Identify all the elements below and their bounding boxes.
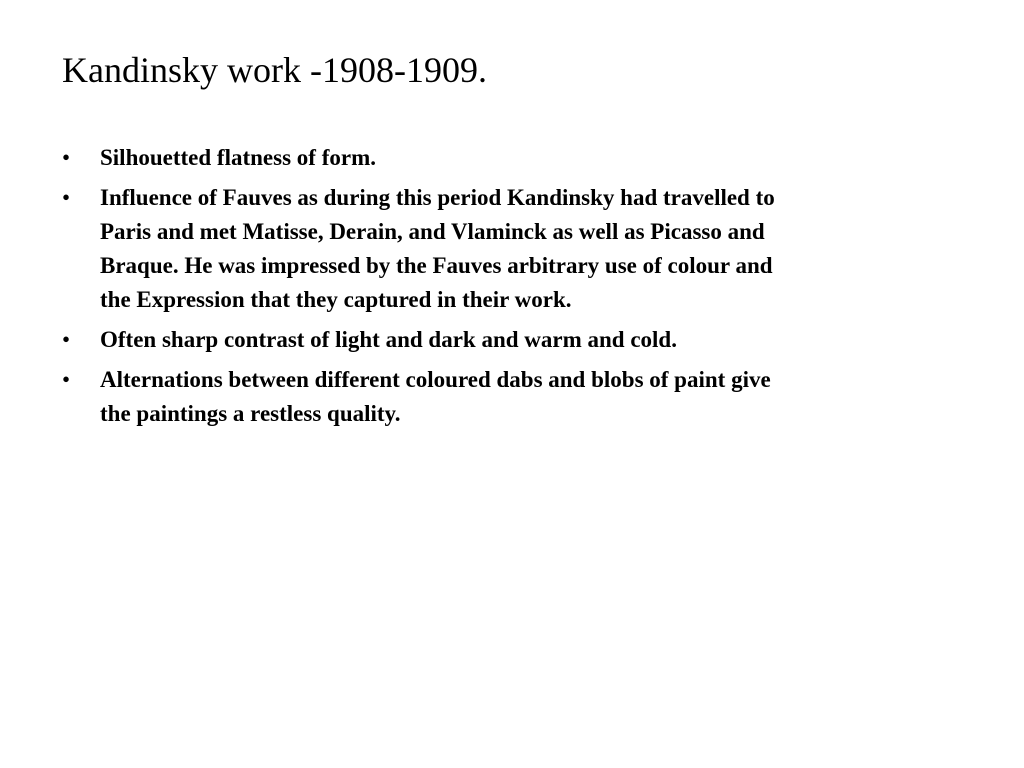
bullet-text: Often sharp contrast of light and dark and warm and cold. [100, 327, 677, 352]
bullet-text: Alternations between different coloured dabs and blobs of paint give the paintings a restless quality. [100, 367, 771, 426]
bullet-icon: • [62, 185, 71, 210]
bullet-list [62, 141, 962, 437]
bullet-icon: • [62, 327, 71, 352]
bullet-item [62, 141, 962, 175]
bullet-icon: • [62, 145, 71, 170]
bullet-item [62, 181, 962, 317]
bullet-icon: • [62, 367, 71, 392]
bullet-text: Influence of Fauves as during this period Kandinsky had travelled to Paris and met Matisse, Derain, and Vlaminck as well as Picasso and Braque. He was impressed by the Fauves arbitrary use of colour and the Expression that they captured in their work. [100, 185, 775, 312]
bullet-text: Silhouetted flatness of form. [100, 145, 376, 170]
bullet-item [62, 363, 962, 431]
slide-title: Kandinsky work -1908-1909. [62, 50, 487, 90]
bullet-item [62, 323, 962, 357]
